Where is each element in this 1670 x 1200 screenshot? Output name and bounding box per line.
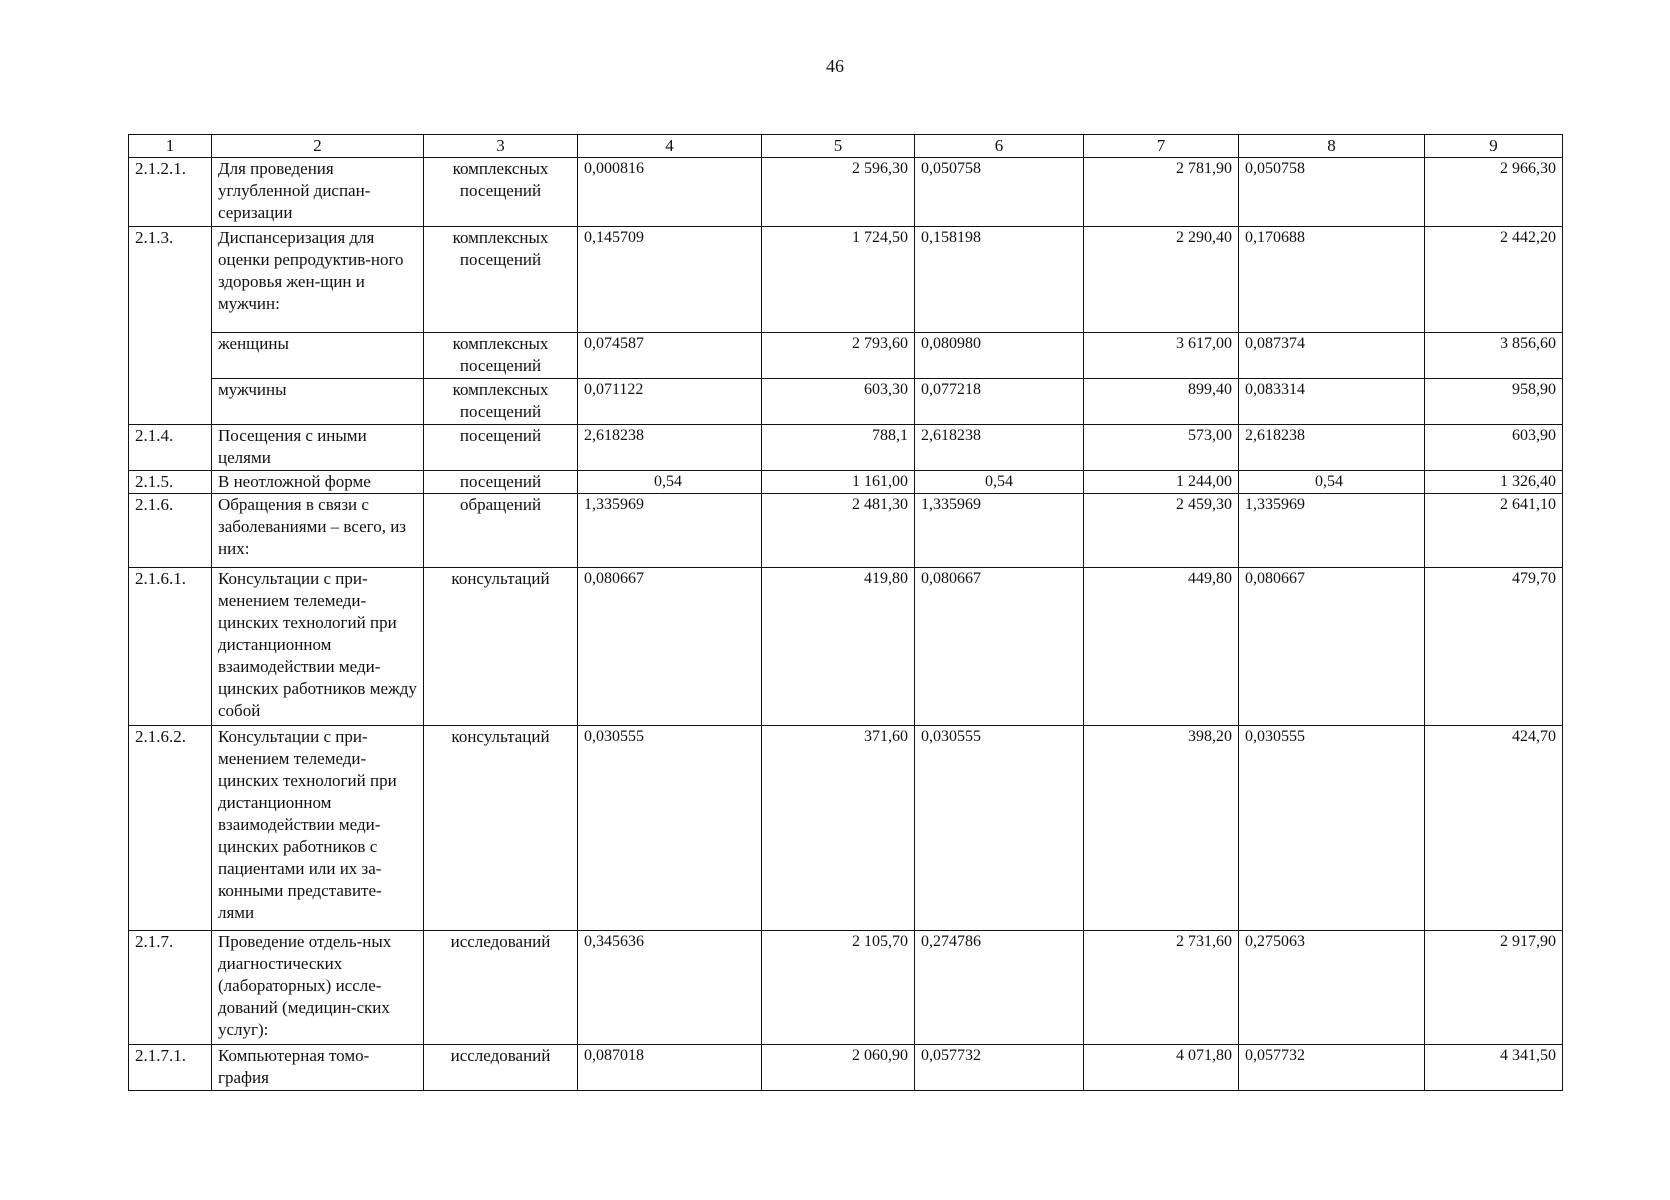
row-name: Диспансеризация для оценки репродуктив-ного здоровья жен-щин и мужчин: — [212, 227, 424, 333]
cell-col7: 4 071,80 — [1084, 1045, 1239, 1091]
row-unit: комплексных посещений — [424, 227, 578, 333]
col-header: 8 — [1239, 135, 1425, 158]
table-row — [129, 568, 1563, 726]
row-code: 2.1.3. — [129, 227, 212, 425]
row-unit: обращений — [424, 494, 578, 568]
cell-col4: 0,345636 — [578, 931, 762, 1045]
cell-col9: 3 856,60 — [1425, 333, 1563, 379]
cell-col4: 0,087018 — [578, 1045, 762, 1091]
row-name: Компьютерная томо-графия — [212, 1045, 424, 1091]
cell-col8: 0,057732 — [1239, 1045, 1425, 1091]
cell-col7: 2 731,60 — [1084, 931, 1239, 1045]
cell-col8: 2,618238 — [1239, 425, 1425, 471]
row-unit: комплексных посещений — [424, 158, 578, 227]
cell-col7: 3 617,00 — [1084, 333, 1239, 379]
table-row — [129, 471, 1563, 494]
row-unit: посещений — [424, 425, 578, 471]
cell-col6: 0,077218 — [915, 379, 1084, 425]
col-header: 2 — [212, 135, 424, 158]
cell-col5: 2 793,60 — [762, 333, 915, 379]
row-code: 2.1.7.1. — [129, 1045, 212, 1091]
cell-col6: 0,54 — [915, 471, 1084, 494]
row-unit: исследований — [424, 931, 578, 1045]
cell-col5: 2 060,90 — [762, 1045, 915, 1091]
cell-col6: 0,080667 — [915, 568, 1084, 726]
col-header: 3 — [424, 135, 578, 158]
cell-col8: 0,050758 — [1239, 158, 1425, 227]
cell-col8: 0,083314 — [1239, 379, 1425, 425]
cell-col6: 0,050758 — [915, 158, 1084, 227]
table-row — [129, 227, 1563, 333]
cell-col4: 1,335969 — [578, 494, 762, 568]
row-code: 2.1.6. — [129, 494, 212, 568]
col-header: 4 — [578, 135, 762, 158]
cell-col9: 2 641,10 — [1425, 494, 1563, 568]
cell-col6: 0,057732 — [915, 1045, 1084, 1091]
table-row — [129, 931, 1563, 1045]
cell-col9: 603,90 — [1425, 425, 1563, 471]
col-header: 5 — [762, 135, 915, 158]
cell-col8: 0,170688 — [1239, 227, 1425, 333]
cell-col8: 0,080667 — [1239, 568, 1425, 726]
cell-col5: 371,60 — [762, 726, 915, 931]
cell-col7: 1 244,00 — [1084, 471, 1239, 494]
page-number: 46 — [826, 56, 844, 76]
cell-col5: 2 105,70 — [762, 931, 915, 1045]
row-unit: консультаций — [424, 726, 578, 931]
cell-col8: 1,335969 — [1239, 494, 1425, 568]
row-name: Консультации с при-менением телемеди-цинских технологий при дистанционном взаимодействии меди-цинских работников между собой — [212, 568, 424, 726]
table-row — [129, 425, 1563, 471]
cell-col5: 2 481,30 — [762, 494, 915, 568]
row-name: женщины — [212, 333, 424, 379]
row-unit: исследований — [424, 1045, 578, 1091]
cell-col6: 2,618238 — [915, 425, 1084, 471]
cell-col5: 1 724,50 — [762, 227, 915, 333]
table-row — [129, 158, 1563, 227]
row-name: В неотложной форме — [212, 471, 424, 494]
cell-col7: 449,80 — [1084, 568, 1239, 726]
cell-col9: 479,70 — [1425, 568, 1563, 726]
cell-col5: 419,80 — [762, 568, 915, 726]
row-code: 2.1.5. — [129, 471, 212, 494]
cell-col6: 0,030555 — [915, 726, 1084, 931]
table-row — [129, 726, 1563, 931]
header-row — [129, 135, 1563, 158]
cell-col4: 2,618238 — [578, 425, 762, 471]
cell-col7: 398,20 — [1084, 726, 1239, 931]
col-header: 6 — [915, 135, 1084, 158]
cell-col9: 2 442,20 — [1425, 227, 1563, 333]
row-code: 2.1.4. — [129, 425, 212, 471]
cell-col7: 2 459,30 — [1084, 494, 1239, 568]
cell-col7: 573,00 — [1084, 425, 1239, 471]
cell-col5: 788,1 — [762, 425, 915, 471]
cell-col5: 2 596,30 — [762, 158, 915, 227]
table-row — [129, 379, 1563, 425]
cell-col4: 0,080667 — [578, 568, 762, 726]
col-header: 7 — [1084, 135, 1239, 158]
cell-col6: 0,274786 — [915, 931, 1084, 1045]
row-name: мужчины — [212, 379, 424, 425]
cell-col7: 899,40 — [1084, 379, 1239, 425]
cell-col4: 0,145709 — [578, 227, 762, 333]
row-code: 2.1.2.1. — [129, 158, 212, 227]
row-unit: комплексных посещений — [424, 333, 578, 379]
row-name: Обращения в связи с заболеваниями – всего, из них: — [212, 494, 424, 568]
data-table — [128, 134, 1563, 1091]
cell-col7: 2 290,40 — [1084, 227, 1239, 333]
cell-col8: 0,54 — [1239, 471, 1425, 494]
cell-col4: 0,071122 — [578, 379, 762, 425]
cell-col6: 0,080980 — [915, 333, 1084, 379]
cell-col9: 4 341,50 — [1425, 1045, 1563, 1091]
row-unit: комплексных посещений — [424, 379, 578, 425]
row-name: Консультации с при-менением телемеди-цинских технологий при дистанционном взаимодействии меди-цинских работников с пациентами или их за-конными представите-лями — [212, 726, 424, 931]
cell-col6: 0,158198 — [915, 227, 1084, 333]
cell-col7: 2 781,90 — [1084, 158, 1239, 227]
row-unit: посещений — [424, 471, 578, 494]
cell-col8: 0,030555 — [1239, 726, 1425, 931]
cell-col5: 603,30 — [762, 379, 915, 425]
cell-col5: 1 161,00 — [762, 471, 915, 494]
row-name: Посещения с иными целями — [212, 425, 424, 471]
col-header: 9 — [1425, 135, 1563, 158]
col-header: 1 — [129, 135, 212, 158]
cell-col6: 1,335969 — [915, 494, 1084, 568]
cell-col4: 0,074587 — [578, 333, 762, 379]
row-code: 2.1.6.2. — [129, 726, 212, 931]
table-row — [129, 333, 1563, 379]
row-code: 2.1.7. — [129, 931, 212, 1045]
cell-col9: 424,70 — [1425, 726, 1563, 931]
row-unit: консультаций — [424, 568, 578, 726]
cell-col8: 0,275063 — [1239, 931, 1425, 1045]
cell-col9: 958,90 — [1425, 379, 1563, 425]
row-code: 2.1.6.1. — [129, 568, 212, 726]
cell-col4: 0,000816 — [578, 158, 762, 227]
row-name: Проведение отдель-ных диагностических (лабораторных) иссле-дований (медицин-ских услуг): — [212, 931, 424, 1045]
table-row — [129, 494, 1563, 568]
row-name: Для проведения углубленной диспан-серизации — [212, 158, 424, 227]
cell-col4: 0,030555 — [578, 726, 762, 931]
cell-col4: 0,54 — [578, 471, 762, 494]
cell-col8: 0,087374 — [1239, 333, 1425, 379]
table-row — [129, 1045, 1563, 1091]
cell-col9: 2 966,30 — [1425, 158, 1563, 227]
cell-col9: 1 326,40 — [1425, 471, 1563, 494]
cell-col9: 2 917,90 — [1425, 931, 1563, 1045]
